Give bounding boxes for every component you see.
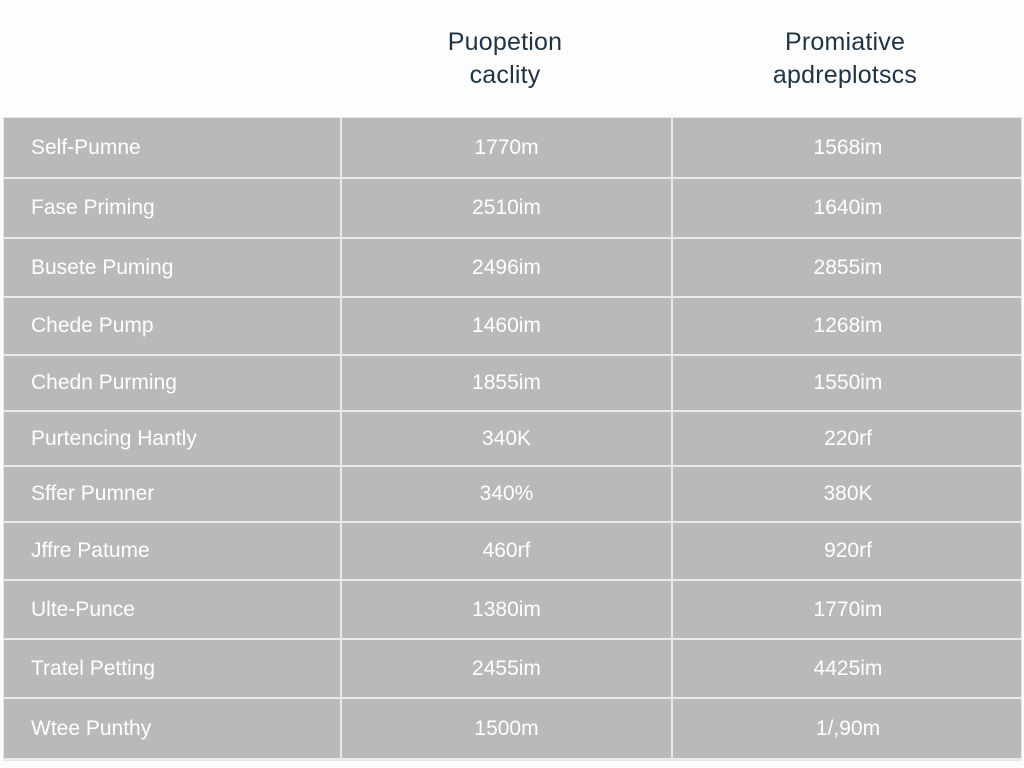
row-label: Chedn Purming <box>31 371 177 394</box>
row-label: Chede Pump <box>31 314 154 337</box>
cell-value-col1: 2510im <box>340 179 671 237</box>
row-label: Self-Pumne <box>31 135 141 159</box>
cell-value-col2: 380K <box>671 467 1023 521</box>
table-row <box>4 239 1021 298</box>
cell-value-col1: 1460im <box>340 298 671 354</box>
cell-value-col2: 220rf <box>671 412 1023 465</box>
column-header-production-capacity <box>340 26 670 92</box>
table-row <box>4 581 1021 640</box>
row-label: Busete Puming <box>31 255 174 279</box>
column-header-promiative <box>670 26 1020 92</box>
cell-value-col2: 4425im <box>671 640 1023 697</box>
row-label: Tratel Petting <box>31 656 156 680</box>
cell-value-col1: 2496im <box>340 239 671 296</box>
table-row <box>4 298 1021 356</box>
cell-value-col2: 1/,90m <box>671 699 1023 758</box>
cell-value-col2: 1568im <box>671 118 1023 177</box>
table-row <box>4 356 1021 412</box>
column-header-line: caclity <box>469 61 541 89</box>
table-row <box>4 699 1021 760</box>
row-label: Wtee Punthy <box>31 716 152 740</box>
table-row <box>4 118 1021 179</box>
cell-value-col1: 340% <box>340 467 671 521</box>
cell-value-col2: 2855im <box>671 239 1023 296</box>
table-row <box>4 467 1021 523</box>
table-row <box>4 179 1021 239</box>
row-label: Jffre Patume <box>31 539 150 562</box>
row-label: Ulte-Punce <box>31 597 135 621</box>
cell-value-col2: 1550im <box>671 356 1023 410</box>
column-header-line: Puopetion <box>447 28 563 56</box>
table-row <box>4 640 1021 699</box>
row-label: Fase Priming <box>31 196 155 219</box>
cell-value-col2: 1640im <box>671 179 1023 237</box>
cell-value-col2: 920rf <box>671 523 1023 579</box>
row-label: Sffer Pumner <box>31 482 155 505</box>
column-header-line: apdreplotscs <box>772 61 918 89</box>
column-header-line: Promiative <box>784 28 906 56</box>
row-label: Purtencing Hantly <box>31 426 197 450</box>
cell-value-col2: 1770im <box>671 581 1023 638</box>
cell-value-col1: 2455im <box>340 640 671 697</box>
table-body <box>3 117 1022 761</box>
cell-value-col1: 1855im <box>340 356 671 410</box>
table-row <box>4 523 1021 581</box>
cell-value-col2: 1268im <box>671 298 1023 354</box>
cell-value-col1: 460rf <box>340 523 671 579</box>
cell-value-col1: 1500m <box>340 699 671 758</box>
table-header <box>0 0 1024 116</box>
cell-value-col1: 1770m <box>340 118 671 177</box>
cell-value-col1: 340K <box>340 412 671 465</box>
cell-value-col1: 1380im <box>340 581 671 638</box>
table-row <box>4 412 1021 467</box>
